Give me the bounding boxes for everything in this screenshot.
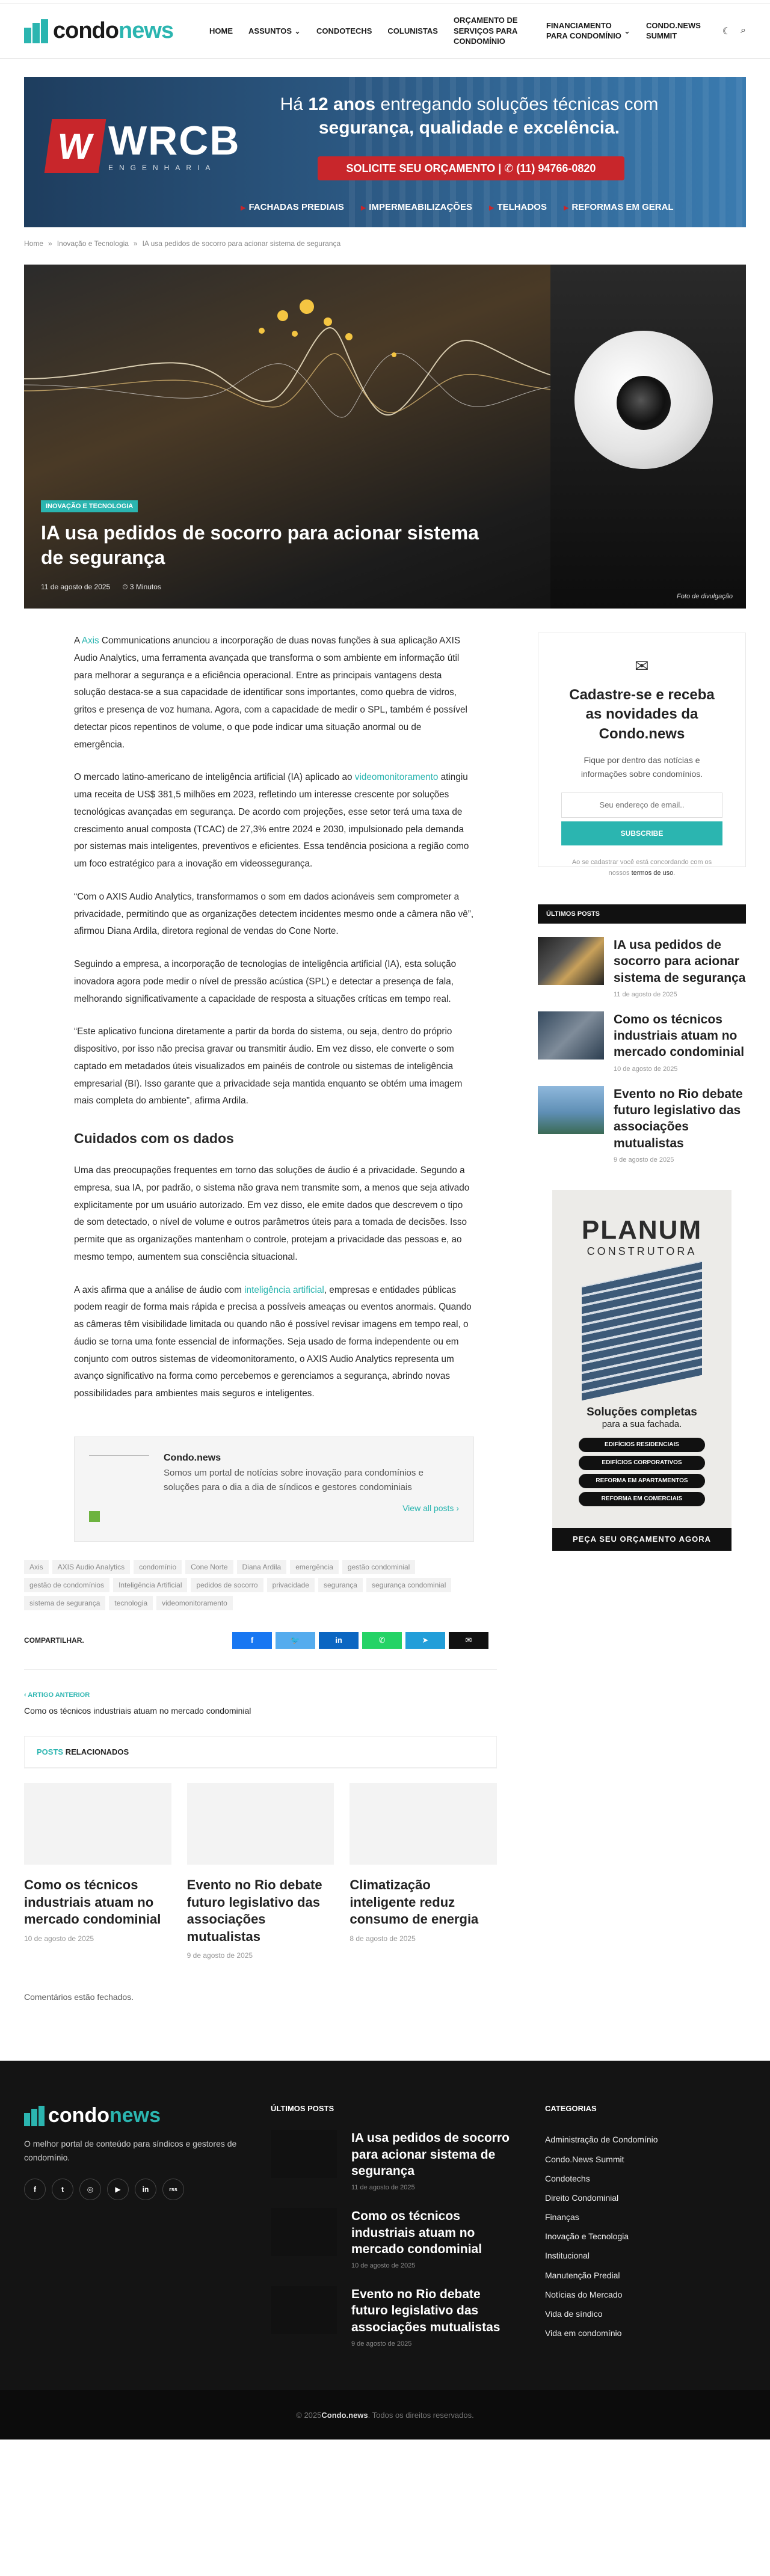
email-icon: ✉ [465,1635,472,1645]
tag[interactable]: Cone Norte [185,1560,233,1574]
sidebar-post-date: 9 de agosto de 2025 [614,1156,674,1164]
ad-service-pill: EDIFÍCIOS RESIDENCIAIS [579,1438,705,1452]
hero-caption [41,500,498,592]
linkedin-icon[interactable]: in [135,2179,156,2200]
latest-posts-heading: ÚLTIMOS POSTS [538,904,746,924]
breadcrumb-separator: » [133,239,138,248]
share-linkedin-button[interactable] [319,1632,359,1649]
article-body [74,633,474,1403]
logo-mark-icon [24,19,48,43]
telegram-icon: ➤ [422,1635,429,1645]
paragraph: Seguindo a empresa, a incorporação de tecnologias de inteligência artificial (IA), esta solução inovadora agora pode medir o nível de pressão acústica (SPL) e detectar a presença de fala, melhorando significativamente a capacidade de resposta a situações críticas em tempo real. [74,959,457,1004]
author-badge-icon [89,1511,100,1522]
footer-about [24,2104,271,2348]
related-post-date: 8 de agosto de 2025 [350,1934,416,1943]
footer-post-title[interactable]: Evento no Rio debate futuro legislativo das associações mutualistas [351,2287,500,2334]
footer-logo[interactable]: condonews [24,2104,271,2127]
link-axis[interactable]: Axis [81,636,99,646]
related-post-thumbnail[interactable] [24,1783,171,1865]
wrcb-logo-icon: W [45,119,106,173]
linkedin-icon: in [335,1636,342,1645]
comments-closed-notice: Comentários estão fechados. [24,1992,134,2002]
footer-post-date: 11 de agosto de 2025 [351,2184,415,2192]
tag[interactable]: tecnologia [109,1596,153,1610]
category-link[interactable]: Institucional [545,2251,590,2261]
read-time: ⏱ 3 Minutos [122,583,161,591]
footer-posts-heading: ÚLTIMOS POSTS [271,2104,334,2114]
related-post[interactable] [24,1783,171,1960]
mail-icon: ✉ [635,657,649,675]
article-date: 11 de agosto de 2025 [41,583,111,591]
sidebar-post-date: 10 de agosto de 2025 [614,1065,678,1073]
banner-wrapper [0,59,770,227]
logo-text-news: news [118,18,174,43]
facebook-icon: f [250,1636,254,1645]
tag[interactable]: emergência [290,1560,339,1574]
share-facebook-button[interactable] [232,1632,272,1649]
planum-ad[interactable] [552,1190,732,1551]
related-posts [24,1736,497,1768]
footer-post-thumbnail[interactable] [271,2130,337,2178]
tag[interactable]: videomonitoramento [156,1596,233,1610]
share-telegram-button[interactable] [405,1632,445,1649]
tag[interactable]: condomínio [134,1560,182,1574]
tag[interactable]: Axis [24,1560,49,1574]
footer-post[interactable] [271,2286,519,2348]
related-post-date: 9 de agosto de 2025 [186,1951,253,1960]
newsletter-description: Fique por dentro das notícias e informações sobre condomínios. [581,755,703,779]
ad-brand: PLANUM [581,1215,703,1245]
dark-mode-icon[interactable]: ☾ [722,26,732,37]
copyright-bar: © 2025 Condo.news . Todos os direitos reservados. [0,2390,770,2440]
ad-building-image [582,1261,702,1401]
logo-text-condo: condo [53,18,119,43]
paragraph: “Este aplicativo funciona diretamente a partir da borda do sistema, ou seja, dentro do próprio dispositivo, por isso não precisa gravar ou transmitir áudio. Em vez disso, ele converte o som captado em metadados úteis visualizados em painéis de controle ou sistemas de inteligência empresarial (BI). Isso garante que a privacidade seja mantida enquanto se obtém uma imagem mais completa do ambiente”, afirma Ardila. [74,1026,463,1106]
paragraph: Uma das preocupações frequentes em torno das soluções de áudio é a privacidade. Segundo a empresa, sua IA, por padrão, o sistema não grava nem transmite som, a menos que seja ativado explicitamente por um usuário autorizado. Em vez disso, ele emite dados que descrevem o tipo de som detectado, o nível de volume e outros parâmetros úteis para a tomada de decisões. Isso permite que as organizações mantenham o controle, protejam a privacidade das pessoas e, ao mesmo tempo, aumentem sua consciência situacional. [74,1165,470,1262]
facebook-icon[interactable]: f [24,2179,46,2200]
category-link[interactable]: Condotechs [545,2173,590,2183]
newsletter-title: Cadastre-se e receba as novidades da Condo.news [569,687,715,742]
category-link[interactable]: Vida de síndico [545,2309,603,2319]
tag[interactable]: Inteligência Artificial [113,1578,187,1592]
search-icon[interactable]: ⌕ [741,25,746,35]
paragraph: A Axis Communications anunciou a incorporação de duas novas funções à sua aplicação AXIS Audio Analytics, uma ferramenta avançada que transforma o som ambiente em informação útil para melhorar a segurança e a eficiência operacional. Entre as principais vantagens desta solução destaca-se a sua capacidade de identificar sons importantes, como quebra de vidros, gritos e presença de voz humana. Agora, com a capacidade de medir o SPL, também é possível detectar picos repentinos de volume, o que pode indicar uma situação anormal ou de emergência. [74,636,467,750]
sidebar-post[interactable] [538,1011,746,1073]
share-email-button[interactable] [449,1632,488,1649]
sidebar-post-thumbnail[interactable] [538,1011,604,1060]
sidebar-post[interactable] [538,937,746,998]
banner-service: ▶ TELHADOS [489,202,547,212]
nav-assuntos[interactable]: ASSUNTOS ⌄ [248,26,301,35]
social-links [24,2179,271,2200]
section-heading: Cuidados com os dados [74,1130,234,1146]
category-badge[interactable]: INOVAÇÃO E TECNOLOGIA [41,500,138,512]
nav-condotechs[interactable]: CONDOTECHS [316,26,372,35]
tag[interactable]: gestão de condomínios [24,1578,109,1592]
nav-colunistas[interactable]: COLUNISTAS [387,26,438,35]
tag[interactable]: segurança [318,1578,363,1592]
footer-post[interactable] [271,2130,519,2191]
breadcrumb-home[interactable]: Home [24,239,44,248]
wrcb-logo [48,119,241,173]
main-nav [209,15,701,47]
breadcrumb-separator: » [48,239,52,248]
hero-right-panel [550,265,746,609]
banner-headline: Há 12 anos entregando soluções técnicas com segurança, qualidade e excelência. [280,94,659,138]
category-link[interactable]: Direito Condominial [545,2192,619,2203]
ad-service-pill: REFORMA EM APARTAMENTOS [579,1474,705,1488]
youtube-icon[interactable]: ▶ [107,2179,129,2200]
photo-credit: Foto de divulgação [677,593,733,600]
footer-post-title[interactable]: IA usa pedidos de socorro para acionar sistema de segurança [351,2131,510,2178]
subscribe-button[interactable]: SUBSCRIBE [561,821,722,845]
site-footer [0,2061,770,2440]
banner-cta-button[interactable]: SOLICITE SEU ORÇAMENTO | ✆ (11) 94766-0820 [318,156,624,180]
sidebar-post[interactable] [538,1086,746,1164]
paragraph: O mercado latino-americano de inteligência artificial (IA) aplicado ao videomonitoramento atingiu uma receita de US$ 381,5 milhões em 2023, refletindo um interesse crescente por soluções tecnológicas avançadas em segurança. De acordo com projeções, esse setor terá uma taxa de crescimento anual composta (TCAC) de 27,3% entre 2024 e 2030, impulsionado pela demanda por sistemas mais inteligentes, preventivos e eficientes. Essa tendência posiciona a região como um foco estratégico para a inovação em videossegurança. [74,772,469,869]
terms-link[interactable]: termos de uso [631,869,674,877]
content-column [24,633,497,2002]
category-link[interactable]: Inovação e Tecnologia [545,2231,629,2242]
footer-tagline: O melhor portal de conteúdo para síndicos e gestores de condomínio. [24,2139,237,2162]
related-post-title[interactable]: Evento no Rio debate futuro legislativo das associações mutualistas [186,1877,322,1944]
footer-categories [545,2104,658,2348]
view-all-posts-link[interactable]: View all posts › [402,1503,459,1513]
footer-post-title[interactable]: Como os técnicos industriais atuam no mercado condominial [351,2209,482,2256]
author-box [74,1437,474,1542]
related-post-thumbnail[interactable] [187,1783,334,1865]
nav-summit[interactable]: CONDO.NEWS SUMMIT [645,20,701,41]
main-content [0,633,770,2002]
tag[interactable]: sistema de segurança [24,1596,105,1610]
related-post-title[interactable]: Climatização inteligente reduz consumo de energia [350,1877,479,1927]
category-link[interactable]: Condo.News Summit [545,2154,624,2164]
footer-latest-posts [271,2104,519,2348]
link-inteligencia-artificial[interactable]: inteligência artificial [244,1284,324,1295]
ad-cta[interactable]: PEÇA SEU ORÇAMENTO AGORA [552,1528,732,1551]
tag-list [24,1560,497,1610]
tag[interactable]: gestão condominial [342,1560,415,1574]
rss-icon[interactable]: rss [162,2179,184,2200]
article-meta [41,583,498,592]
category-link[interactable]: Manutenção Predial [545,2270,620,2280]
chevron-down-icon: ⌄ [624,26,630,35]
share-twitter-button[interactable] [276,1632,315,1649]
breadcrumb [0,227,770,260]
related-post[interactable] [187,1783,334,1960]
footer-post-thumbnail[interactable] [271,2286,337,2334]
category-link[interactable]: Administração de Condomínio [545,2135,658,2145]
sidebar-post-thumbnail[interactable] [538,937,604,985]
hero-image [24,265,746,609]
related-post-title[interactable]: Como os técnicos industriais atuam no mercado condominial [24,1877,161,1927]
ad-subtitle: para a sua fachada. [602,1418,682,1429]
chevron-down-icon: ⌄ [294,26,301,35]
nav-home[interactable]: HOME [209,26,233,35]
wrcb-sub: ENGENHARIA [108,164,217,172]
paragraph: A axis afirma que a análise de áudio com inteligência artificial, empresas e entidades públicas podem reagir de forma mais rápida e precisa a possíveis ameaças ou eventos anormais. Quando as câmeras têm visibilidade limitada ou quando não é possível revisar imagens em tempo real, o áudio se torna uma fonte essencial de informações. Seja usado de forma independente ou em conjunto com outros sistemas de videomonitoramento, o AXIS Audio Analytics representa um avanço significativo na forma como percebemos e gerenciamos a segurança, abrindo novas possibilidades para ambientes mais seguros e inteligentes. [74,1284,472,1399]
related-post-date: 10 de agosto de 2025 [24,1934,94,1943]
author-name[interactable]: Condo.news [164,1452,221,1463]
nav-orcamento[interactable]: ORÇAMENTO DE SERVIÇOS PARA CONDOMÍNIO [453,16,518,46]
sidebar-post-date: 11 de agosto de 2025 [614,990,677,998]
newsletter-email-input[interactable] [561,793,722,818]
ad-sub: CONSTRUTORA [587,1245,697,1257]
tag[interactable]: segurança condominial [366,1578,451,1592]
site-logo[interactable] [24,18,173,44]
sidebar-post-title[interactable]: Evento no Rio debate futuro legislativo das associações mutualistas [614,1087,743,1150]
footer-post-date: 9 de agosto de 2025 [351,2340,412,2348]
paragraph: “Com o AXIS Audio Analytics, transformamos o som em dados acionáveis sem comprometer a privacidade, permitindo que as organizações detectem incidentes mesmo onde a câmera não vê”, afirmou Diana Ardila, diretora regional de vendas do Cone Norte. [74,891,474,937]
sidebar-post-title[interactable]: IA usa pedidos de socorro para acionar sistema de segurança [614,938,746,985]
banner-services [241,202,674,212]
twitter-icon[interactable]: t [52,2179,73,2200]
banner-service: ▶ REFORMAS EM GERAL [564,202,674,212]
tag[interactable]: privacidade [267,1578,315,1592]
wrcb-brand: WRCB [108,118,241,164]
tag[interactable]: Diana Ardila [237,1560,287,1574]
wrcb-ad-banner[interactable] [24,77,746,227]
related-posts-list [24,1768,497,1960]
category-link[interactable]: Notícias do Mercado [545,2289,623,2299]
security-camera-image [574,331,713,469]
nav-financiamento[interactable]: FINANCIAMENTO PARA CONDOMÍNIO ⌄ [546,20,630,41]
link-videomonitoramento[interactable]: videomonitoramento [354,772,439,783]
header-icons [722,25,746,37]
author-avatar [89,1450,149,1528]
ad-service-pill: REFORMA EM COMERCIAIS [579,1492,705,1506]
twitter-icon: 🐦 [290,1635,301,1645]
instagram-icon[interactable]: ◎ [79,2179,101,2200]
copyright-brand[interactable]: Condo.news [321,2410,368,2420]
newsletter-terms-note: Ao se cadastrar você está concordando com os nossos termos de uso. [571,858,712,877]
share-label: COMPARTILHAR. [24,1636,84,1645]
previous-article [24,1669,497,1716]
whatsapp-icon: ✆ [378,1635,386,1645]
related-post-thumbnail[interactable] [350,1783,497,1865]
previous-article-label: ‹ ARTIGO ANTERIOR [24,1691,90,1699]
sidebar-post-title[interactable]: Como os técnicos industriais atuam no mercado condominial [614,1012,745,1060]
banner-service: ▶ FACHADAS PREDIAIS [241,202,344,212]
related-post[interactable] [350,1783,497,1960]
share-bar [24,1632,497,1649]
newsletter-widget [538,633,746,877]
breadcrumb-category[interactable]: Inovação e Tecnologia [57,239,129,248]
share-whatsapp-button[interactable] [362,1632,402,1649]
category-list [545,2130,658,2343]
site-header [0,4,770,59]
footer-post-date: 10 de agosto de 2025 [351,2262,416,2270]
related-posts-heading: POSTS RELACIONADOS [25,1737,496,1768]
ad-services [552,1438,732,1506]
sidebar [538,633,746,2002]
previous-article-link[interactable]: Como os técnicos industriais atuam no mercado condominial [24,1705,251,1716]
ad-service-pill: EDIFÍCIOS CORPORATIVOS [579,1456,705,1470]
sidebar-post-thumbnail[interactable] [538,1086,604,1134]
ad-title: Soluções completas [587,1405,697,1418]
category-link[interactable]: Vida em condomínio [545,2328,622,2338]
footer-post[interactable] [271,2208,519,2269]
tag[interactable]: AXIS Audio Analytics [52,1560,130,1574]
category-link[interactable]: Finanças [545,2212,579,2222]
article-title: IA usa pedidos de socorro para acionar sistema de segurança [41,521,479,569]
breadcrumb-current: IA usa pedidos de socorro para acionar sistema de segurança [142,239,341,248]
logo-mark-icon [24,2106,45,2126]
footer-categories-heading: CATEGORIAS [545,2104,597,2114]
tag[interactable]: pedidos de socorro [191,1578,263,1592]
author-description: Somos um portal de notícias sobre inovação para condomínios e soluções para o dia a dia de síndicos e gestores condominiais [164,1467,424,1492]
banner-service: ▶ IMPERMEABILIZAÇÕES [361,202,472,212]
footer-post-thumbnail[interactable] [271,2208,337,2256]
